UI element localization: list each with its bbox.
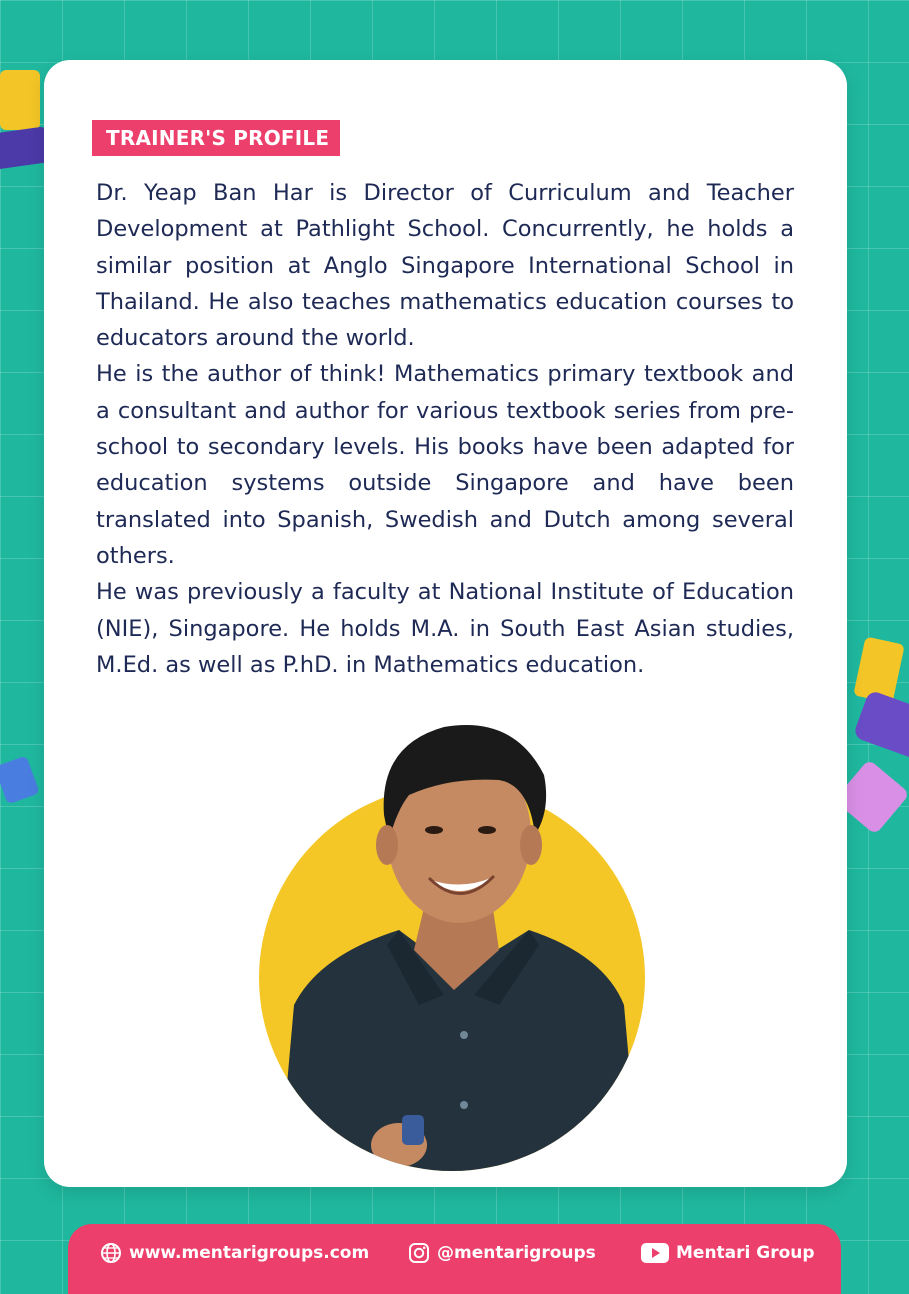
bio-paragraph: He was previously a faculty at National Institute of Education (NIE), Singapore. He holds M.A. in South East Asian studies, M.Ed. as well as P.hD. in Mathematics education. [96,579,794,678]
youtube-icon [641,1243,669,1263]
decor-shape [853,636,905,703]
profile-card [44,60,847,1187]
youtube-link[interactable] [641,1240,815,1266]
bio-paragraph: He is the author of think! Mathematics primary textbook and a consultant and author for various textbook series from pre-school to secondary levels. His books have been adapted for education systems outside Singapore and have been translated into Spanish, Swedish and Dutch among several others. [96,361,794,569]
instagram-link[interactable] [408,1240,596,1266]
website-text: www.mentarigroups.com [129,1243,370,1263]
trainer-photo [259,705,649,1175]
profile-title: TRAINER'S PROFILE [92,120,340,156]
decor-shape [853,690,909,761]
trainer-portrait [259,705,649,1175]
website-link[interactable] [100,1240,369,1266]
footer-bar [68,1224,841,1294]
decor-shape [0,755,40,804]
bio-paragraph: Dr. Yeap Ban Har is Director of Curriculum and Teacher Development at Pathlight School. Concurrently, he holds a similar position at Anglo Singapore International School in Thailand. He also teaches mathematics education courses to educators around the world. [96,180,794,352]
profile-bio [96,175,794,683]
instagram-icon [408,1242,430,1264]
decor-shape [0,70,40,130]
youtube-text: Mentari Group [676,1243,815,1263]
globe-icon [100,1242,122,1264]
instagram-text: @mentarigroups [437,1243,596,1263]
